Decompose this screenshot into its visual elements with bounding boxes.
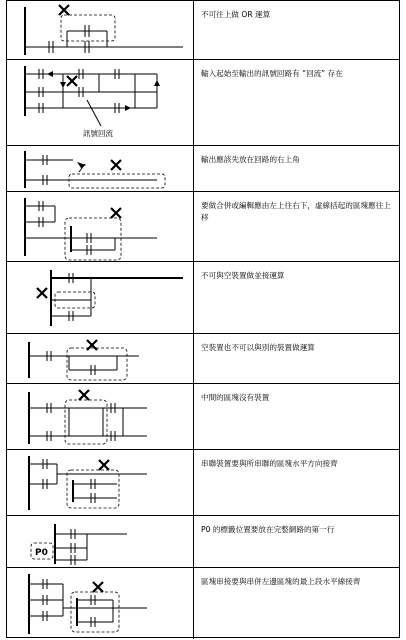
table-row bbox=[7, 567, 399, 639]
error-mark-icon bbox=[79, 390, 89, 400]
table-row bbox=[7, 449, 399, 515]
p0-label: P0 bbox=[35, 548, 48, 558]
diagram-cell bbox=[7, 192, 194, 261]
diagram-cell bbox=[7, 450, 194, 515]
diagram-cell bbox=[7, 60, 194, 145]
rule-text: 中間的區塊沒有裝置 bbox=[201, 393, 270, 402]
ladder-diagram bbox=[7, 568, 193, 640]
error-mark-icon bbox=[99, 460, 109, 470]
description-cell bbox=[194, 334, 399, 383]
description-cell bbox=[194, 516, 399, 567]
error-mark-icon bbox=[111, 160, 121, 170]
rule-text: 不可與空裝置做並接運算 bbox=[201, 271, 285, 280]
table-row bbox=[7, 261, 399, 333]
table-row bbox=[7, 383, 399, 449]
description-cell bbox=[194, 384, 399, 449]
diagram-cell bbox=[7, 146, 194, 191]
rule-text: 要做合併或編輯應由左上往右下，虛線括起的區塊應往上移 bbox=[201, 201, 391, 222]
description-cell bbox=[194, 1, 399, 59]
table-row bbox=[7, 333, 399, 383]
rule-text: 區塊串接要與串併左邊區塊的最上段水平線接齊 bbox=[201, 577, 361, 586]
table-row bbox=[7, 1, 399, 59]
error-mark-icon bbox=[59, 5, 69, 15]
diagram-cell bbox=[7, 262, 194, 333]
table-row bbox=[7, 191, 399, 261]
rules-table bbox=[6, 0, 400, 638]
error-mark-icon bbox=[67, 76, 77, 86]
ladder-diagram bbox=[7, 262, 193, 334]
ladder-diagram bbox=[7, 384, 193, 450]
table-row bbox=[7, 59, 399, 145]
ladder-diagram bbox=[7, 516, 193, 568]
rule-text: 輸出應該先放在回路的右上角 bbox=[201, 155, 300, 164]
diagram-cell bbox=[7, 516, 194, 567]
diagram-cell bbox=[7, 1, 194, 59]
ladder-diagram bbox=[7, 450, 193, 516]
ladder-diagram bbox=[7, 1, 193, 59]
ladder-diagram bbox=[7, 146, 193, 192]
diagram-cell bbox=[7, 568, 194, 639]
description-cell bbox=[194, 146, 399, 191]
rule-text: 輸入起始至輸出的訊號回路有 “回流” 存在 bbox=[201, 69, 343, 78]
diagram-label: 訊號回流 bbox=[83, 129, 113, 138]
ladder-diagram bbox=[7, 60, 193, 146]
description-cell bbox=[194, 60, 399, 145]
error-mark-icon bbox=[37, 288, 47, 298]
error-mark-icon bbox=[87, 340, 97, 350]
diagram-cell bbox=[7, 334, 194, 383]
description-cell bbox=[194, 568, 399, 639]
error-mark-icon bbox=[93, 582, 103, 592]
rule-text: 串聯裝置要與所串聯的區塊水平方向接齊 bbox=[201, 459, 338, 468]
rule-text: 空裝置也不可以與別的裝置做運算 bbox=[201, 343, 315, 352]
table-row bbox=[7, 145, 399, 191]
rule-text: P0 的標籤位置要放在完整網路的第一行 bbox=[201, 525, 335, 534]
ladder-diagram bbox=[7, 192, 193, 262]
rule-text: 不可往上做 OR 運算 bbox=[201, 10, 271, 19]
ladder-diagram bbox=[7, 334, 193, 384]
description-cell bbox=[194, 192, 399, 261]
description-cell bbox=[194, 262, 399, 333]
table-row bbox=[7, 515, 399, 567]
error-mark-icon bbox=[111, 208, 121, 218]
description-cell bbox=[194, 450, 399, 515]
diagram-cell bbox=[7, 384, 194, 449]
